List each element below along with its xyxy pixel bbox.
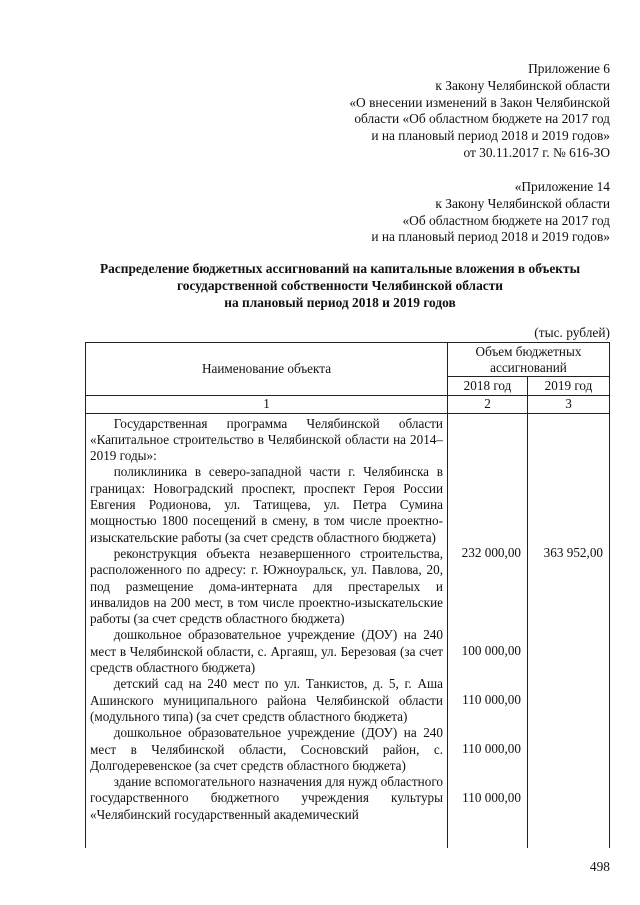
- header-line: к Закону Челябинской области: [435, 77, 610, 93]
- list-item: дошкольное образовательное учреждение (ДОУ) на 240 мест в Челябинской области, с. Аргаяш, ул. Березовая (за счет средств областного бюджета): [90, 627, 443, 676]
- list-item: дошкольное образовательное учреждение (ДОУ) на 240 мест в Челябинской области, Сосновский район, с. Долгодеревенское (за счет средств областного бюджета): [90, 725, 443, 773]
- header-line: от 30.11.2017 г. № 616-ЗО: [463, 144, 610, 160]
- column-header-2019: 2019 год: [528, 377, 610, 396]
- header-line: области «Об областном бюджете на 2017 год: [354, 111, 610, 127]
- header-line: к Закону Челябинской области: [435, 195, 610, 211]
- column-number: 2: [448, 396, 528, 413]
- value-2018: 110 000,00: [462, 789, 521, 805]
- object-names-cell: [86, 413, 448, 848]
- units-label: (тыс. рублей): [534, 325, 610, 340]
- title-line: государственной собственности Челябинской области: [177, 277, 503, 293]
- header-line: Приложение 6: [528, 61, 610, 76]
- value-2018: 110 000,00: [462, 740, 521, 756]
- value-2019: 363 952,00: [543, 544, 603, 560]
- value-2018: 100 000,00: [461, 642, 521, 658]
- header-line: «Об областном бюджете на 2017 год: [402, 212, 610, 228]
- list-item: детский сад на 240 мест по ул. Танкистов, д. 5, г. Аша Ашинского муниципального района Челябинской области (модульного типа) (за счет средств областного бюджета): [90, 676, 443, 724]
- list-item: реконструкция объекта незавершенного строительства, расположенного по адресу: г. Южноуральск, ул. Павлова, 20, под размещение дома-интерната для престарелых и инвалидов на 200 мест, в том числе проектно-изыскательские работы (за счет средств областного бюджета): [90, 545, 443, 627]
- column-number: 1: [86, 396, 448, 413]
- value-2018: 232 000,00: [461, 544, 521, 560]
- original-appendix-header: [371, 179, 610, 246]
- list-item: Государственная программа Челябинской области «Капитальное строительство в Челябинской области на 2014–2019 годы»:: [90, 415, 443, 464]
- header-line: и на плановый период 2018 и 2019 годов»: [371, 128, 610, 144]
- allocation-table: [85, 342, 610, 848]
- header-line: «О внесении изменений в Закон Челябинской: [349, 94, 610, 110]
- title-line: Распределение бюджетных ассигнований на капитальные вложения в объекты: [99, 261, 581, 276]
- values-2018-cell: [448, 413, 528, 848]
- header-line: и на плановый период 2018 и 2019 годов»: [371, 229, 610, 245]
- title-line: на плановый период 2018 и 2019 годов: [224, 294, 456, 310]
- page-number: 498: [589, 859, 610, 874]
- table-body-row: [86, 413, 610, 848]
- column-number-row: [86, 396, 610, 413]
- header-line: «Приложение 14: [514, 179, 610, 194]
- list-item: здание вспомогательного назначения для нужд областного государственного бюджетного учреждения культуры «Челябинский государственный академический: [90, 774, 443, 822]
- document-title: [60, 261, 620, 311]
- amendment-header: [349, 61, 610, 162]
- column-header-volume: Объем бюджетных ассигнований: [448, 343, 610, 377]
- column-header-2018: 2018 год: [448, 377, 528, 396]
- column-header-name: Наименование объекта: [86, 343, 448, 396]
- values-2019-cell: [528, 413, 610, 848]
- list-item: поликлиника в северо-западной части г. Челябинска в границах: Новоградский проспект, проспект Героя России Евгения Родионова, ул. Татищева, ул. Петра Сумина мощностью 1800 посещений в смену, в том числе проектно-изыскательские работы (за счет средств областного бюджета): [90, 464, 443, 545]
- table-header-row: [86, 343, 610, 377]
- value-2018: 110 000,00: [462, 691, 521, 707]
- column-number: 3: [528, 396, 610, 413]
